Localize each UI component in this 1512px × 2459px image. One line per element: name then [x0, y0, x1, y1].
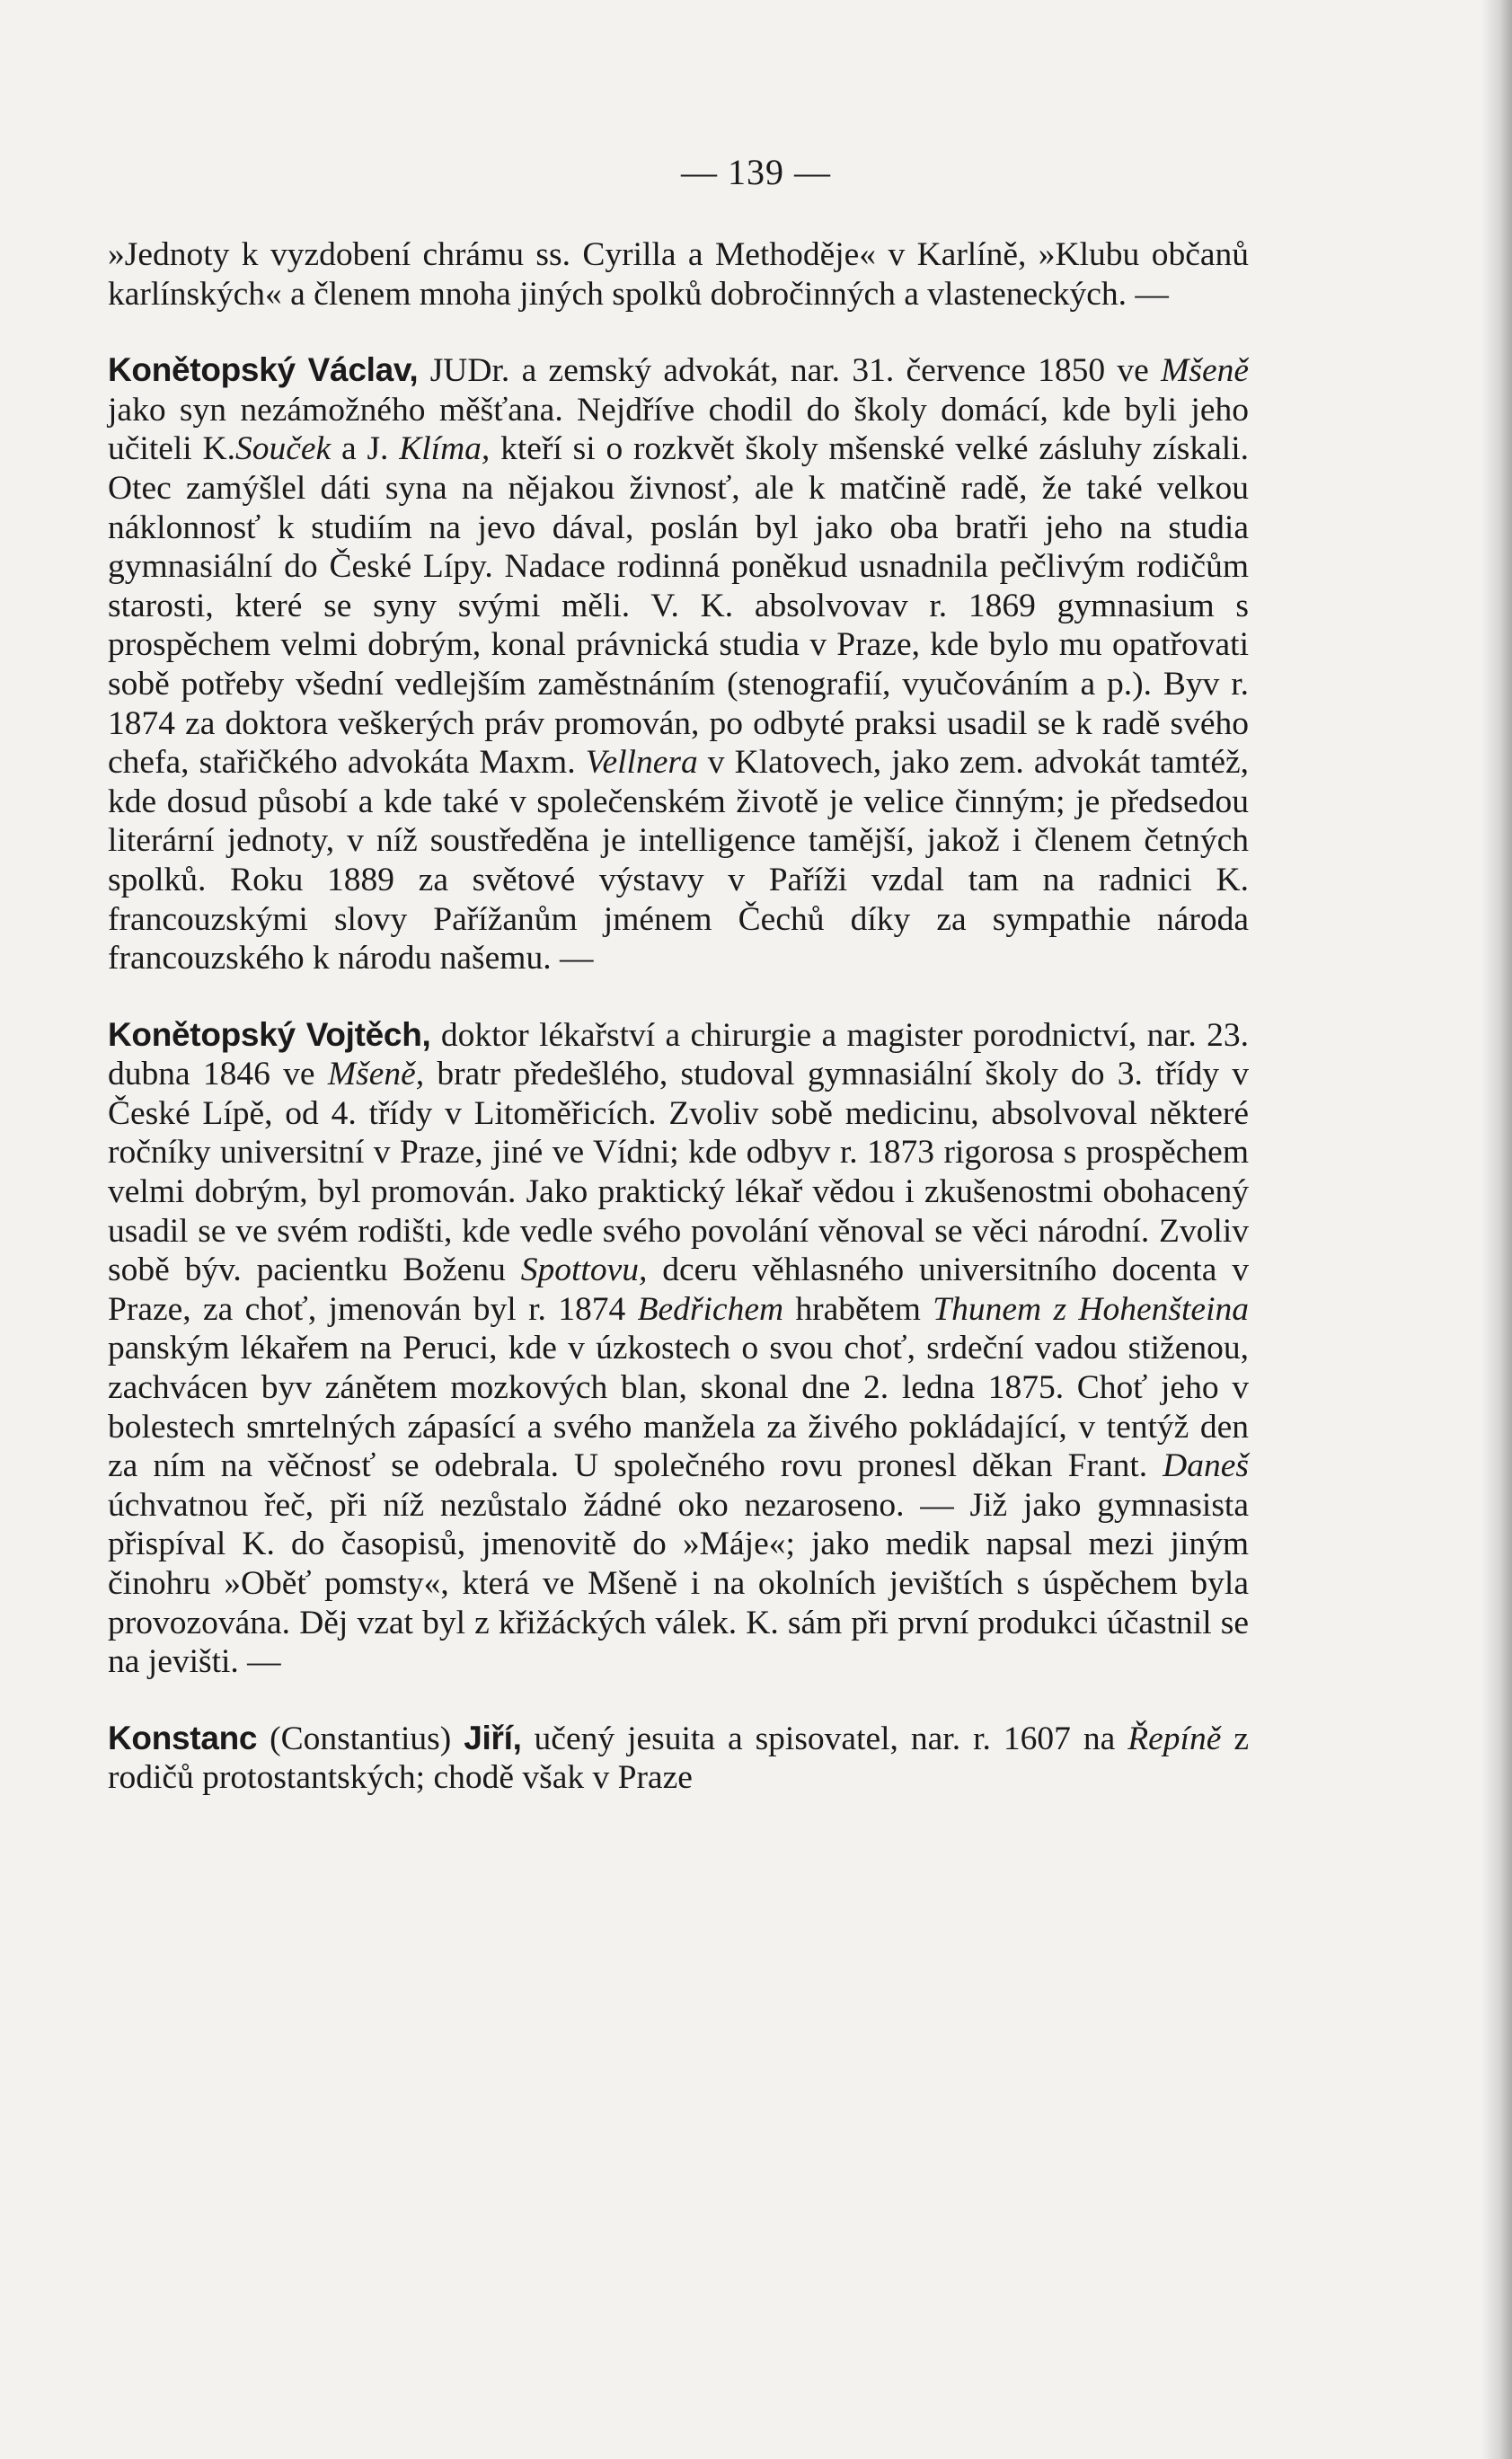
entry-text: jako syn nezámožného měšťana. Nejdříve chodil do školy domácí, kde byli jeho učiteli K. — [108, 391, 1249, 468]
scan-shadow — [1481, 0, 1512, 2459]
place-name: Mšeně, — [327, 1056, 425, 1093]
page-number: — 139 — — [681, 152, 831, 192]
headword: Jiří, — [464, 1719, 522, 1756]
entry-text: doktor lékařství a chirurgie a magister porodnictví, nar. 23. dubna 1846 ve — [108, 1016, 1249, 1093]
entry-text: v Klatovech, jako zem. advokát tamtéž, kde dosud působí a kde také v společenském životě je velice činným; je předsedou literární jednoty, v níž soustředěna je intelligence tamější, jakož i členem četných spolků. Roku 1889 za světové výstavy v Paříži vzdal tam na radnici K. francouzskými slovy Pařížanům jménem Čechů díky za sympathie národa francouzského k národu našemu. — — [108, 744, 1249, 977]
headword: Konětopský Václav, — [108, 351, 419, 389]
person-name: Thunem z Hohenšteina — [933, 1290, 1249, 1328]
headword: Konětopský Vojtěch, — [108, 1015, 431, 1053]
entry-continuation — [108, 235, 1249, 314]
entry-jiri — [108, 1719, 1249, 1798]
entry-text: a J. — [331, 430, 400, 468]
entry-text: z rodičů protostantských; chodě však v Praze — [108, 1720, 1249, 1797]
entry-text: učený jesuita a spisovatel, nar. r. 1607 na — [521, 1720, 1128, 1757]
person-name: Daneš — [1163, 1447, 1249, 1485]
entry-text: hrabětem — [783, 1290, 933, 1328]
entry-text: kteří si o rozkvět školy mšenské velké zásluhy získali. Otec zamýšlel dáti syna na nějakou živnosť, ale k matčině radě, že také velkou náklonnosť k studiím na jevo dával, poslán byl jako oba bratři jeho na studia gymnasiální do České Lípy. Nadace rodinná poněkud usnadnila pečlivým rodičům starosti, které se syny svými měli. V. K. absolvovav r. 1869 gymnasium s prospěchem velmi dobrým, konal právnická studia v Praze, kde bylo mu opatřovati sobě potřeby všední vedlejším zaměstnáním (stenografií, vyučováním a p.). Byv r. 1874 za doktora veškerých práv promován, po odbyté praksi usadil se k radě svého chefa, stařičkého advokáta Maxm. — [108, 430, 1250, 782]
entry-text: panským lékařem na Peruci, kde v úzkostech o svou choť, srdeční vadou stiženou, zachvácen byv zánětem mozkových blan, skonal dne 2. ledna 1875. Choť jeho v bolestech smrtelných zápasící a svého manžela za živého pokládající, v tentýž den za ním na věčnosť se odebrala. U společného rovu pronesl děkan Frant. — [108, 1330, 1249, 1485]
entry-text: JUDr. a zemský advokát, nar. 31. července 1850 ve — [418, 352, 1162, 390]
entry-vojtech — [108, 1015, 1249, 1682]
entry-vaclav — [108, 350, 1249, 978]
place-name: Mšeně — [1161, 352, 1249, 390]
person-name: Bedřichem — [637, 1290, 784, 1328]
entry-text: dceru věhlasného universitního docenta v Praze, za choť, jmenován byl r. 1874 — [108, 1252, 1249, 1328]
headword: Konstanc — [108, 1719, 258, 1756]
entry-text: úchvatnou řeč, při níž nezůstalo žádné oko nezaroseno. — Již jako gymnasista přispíval K. do časopisů, jmenovitě do »Máje«; jako medik napsal mezi jiným činohru »Oběť pomsty«, která ve Mšeně i na okolních jevištích s úspěchem byla provozována. Děj vzat byl z křižáckých válek. K. sám při první produkci účastnil se na jevišti. — — [108, 1486, 1249, 1681]
person-name: Klíma, — [399, 430, 491, 468]
person-name: Souček — [235, 430, 332, 468]
person-name: Vellnera — [585, 744, 698, 782]
page-body — [108, 235, 1249, 1798]
headword-latin: (Constantius) — [257, 1720, 464, 1757]
entry-text: bratr předešlého, studoval gymnasiální školy do 3. třídy v České Lípě, od 4. třídy v Litoměřicích. Zvoliv sobě medicinu, absolvoval některé ročníky universitní v Praze, jiné ve Vídni; kde odbyv r. 1873 rigorosa s prospěchem velmi dobrým, byl promován. Jako praktický lékař vědou i zkušenostmi obohacený usadil se ve svém rodišti, kde vedle svého povolání věnoval se věci národní. Zvoliv sobě býv. pacientku Boženu — [108, 1056, 1249, 1289]
person-name: Spottovu, — [520, 1252, 648, 1289]
place-name: Řepíně — [1127, 1720, 1222, 1757]
continuation-text: »Jednoty k vyzdobení chrámu ss. Cyrilla a Methoděje« v Karlíně, »Klubu občanů karlínských« a členem mnoha jiných spolků dobročinných a vlasteneckých. — — [108, 236, 1249, 313]
